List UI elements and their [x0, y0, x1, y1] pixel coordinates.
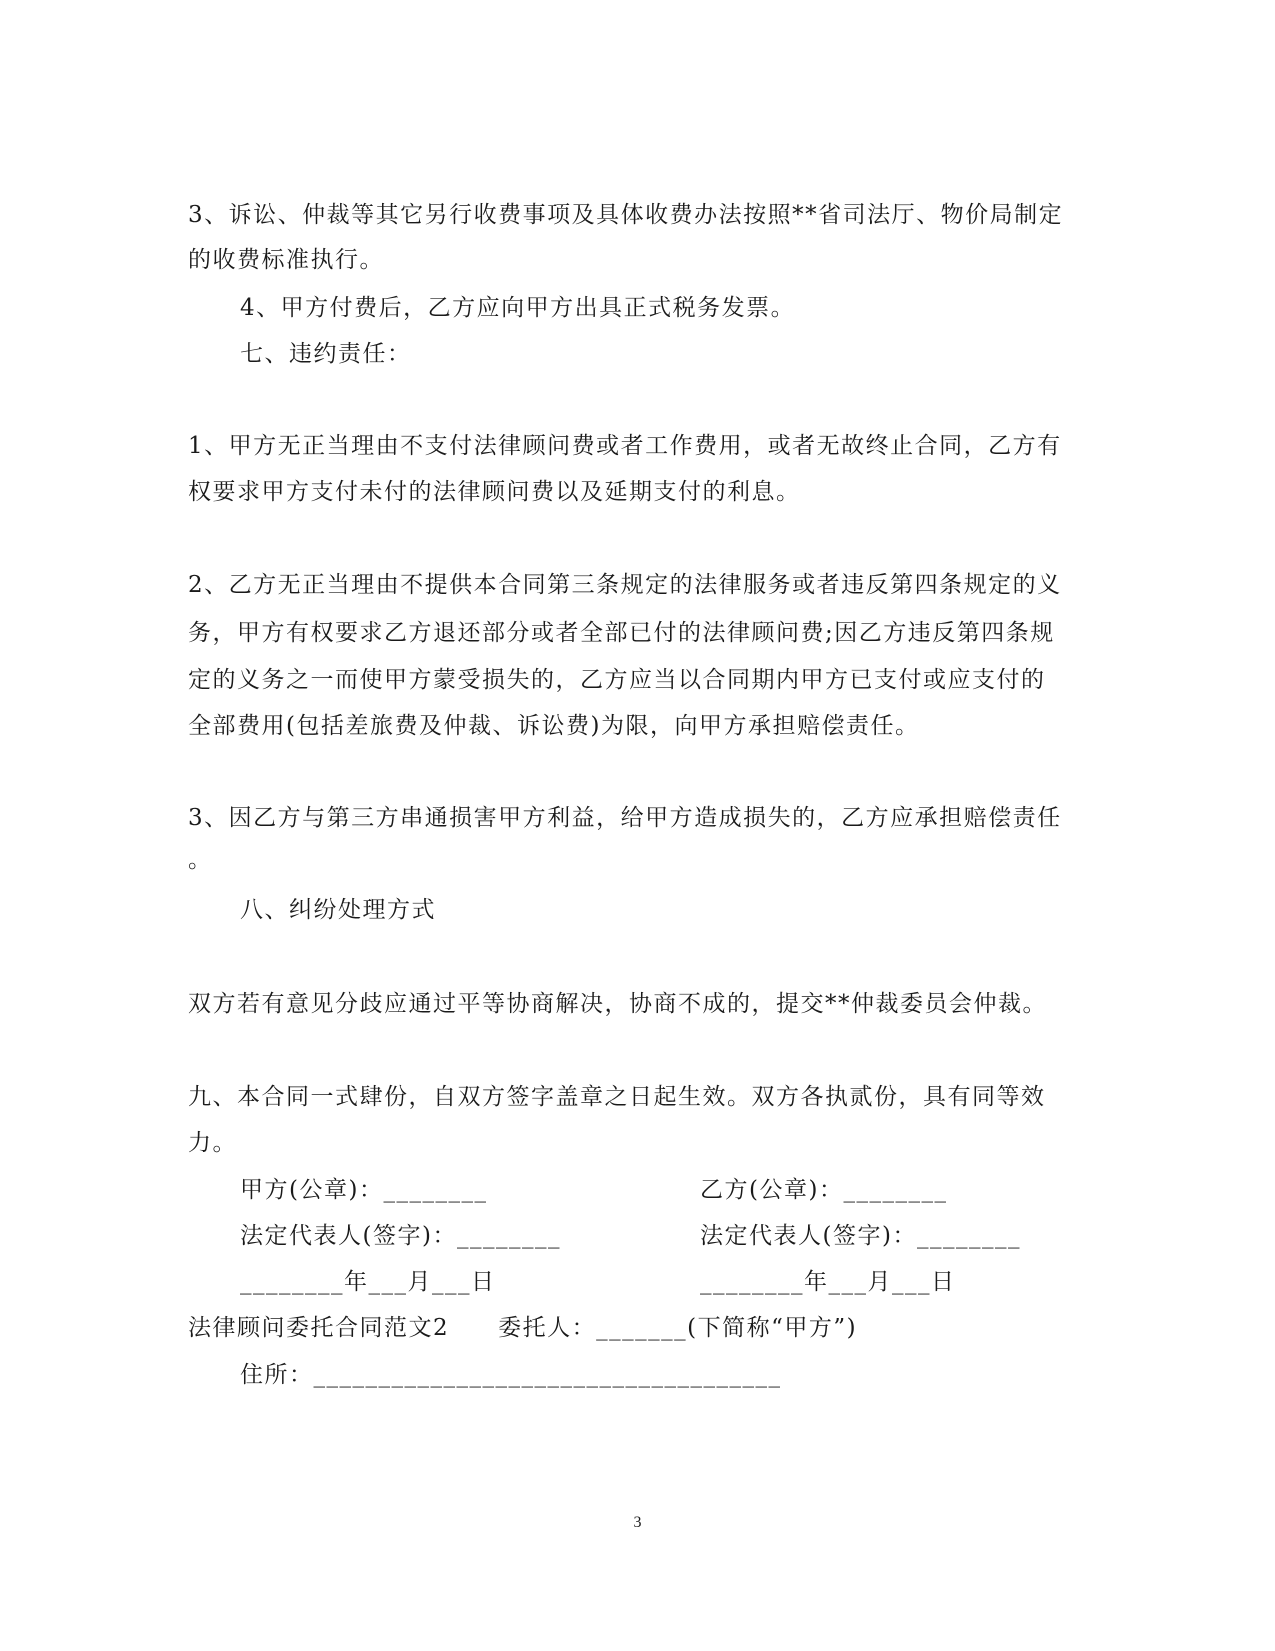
party-b-seal: 乙方(公章)：________: [700, 1177, 948, 1203]
breach-2-line-3: 定的义务之一而使甲方蒙受损失的，乙方应当以合同期内甲方已支付或应支付的: [188, 667, 1046, 693]
breach-1-line-1: 1、甲方无正当理由不支付法律顾问费或者工作费用，或者无故终止合同，乙方有: [188, 433, 1062, 459]
section-7-title: 七、违约责任：: [240, 341, 412, 367]
breach-3-line-2: 。: [188, 847, 213, 873]
breach-1-line-2: 权要求甲方支付未付的法律顾问费以及延期支付的利息。: [188, 479, 801, 505]
section-9-line-1: 九、本合同一式肆份，自双方签字盖章之日起生效。双方各执贰份，具有同等效: [188, 1084, 1046, 1110]
party-a-representative: 法定代表人(签字)：________: [240, 1223, 561, 1249]
party-b-date: ________年___月___日: [700, 1269, 956, 1295]
breach-2-line-4: 全部费用(包括差旅费及仲裁、诉讼费)为限，向甲方承担赔偿责任。: [188, 713, 920, 739]
next-contract-heading: 法律顾问委托合同范文2 委托人：_______(下简称“甲方”): [188, 1315, 858, 1341]
page-number: 3: [633, 1514, 642, 1531]
dispute-clause: 双方若有意见分歧应通过平等协商解决，协商不成的，提交**仲裁委员会仲裁。: [188, 991, 1047, 1017]
clause-3-line-1: 3、诉讼、仲裁等其它另行收费事项及具体收费办法按照**省司法厅、物价局制定: [188, 202, 1064, 228]
address-field: 住所：____________________________________: [240, 1362, 782, 1388]
party-b-representative: 法定代表人(签字)：________: [700, 1223, 1021, 1249]
section-9-line-2: 力。: [188, 1130, 237, 1156]
party-a-seal: 甲方(公章)：________: [240, 1177, 488, 1203]
breach-2-line-2: 务，甲方有权要求乙方退还部分或者全部已付的法律顾问费;因乙方违反第四条规: [188, 620, 1055, 646]
clause-3-line-2: 的收费标准执行。: [188, 247, 384, 273]
breach-2-line-1: 2、乙方无正当理由不提供本合同第三条规定的法律服务或者违反第四条规定的义: [188, 572, 1062, 598]
section-8-title: 八、纠纷处理方式: [240, 897, 436, 923]
party-a-date: ________年___月___日: [240, 1269, 496, 1295]
breach-3-line-1: 3、因乙方与第三方串通损害甲方利益，给甲方造成损失的，乙方应承担赔偿责任: [188, 805, 1062, 831]
clause-4: 4、甲方付费后，乙方应向甲方出具正式税务发票。: [240, 295, 796, 321]
